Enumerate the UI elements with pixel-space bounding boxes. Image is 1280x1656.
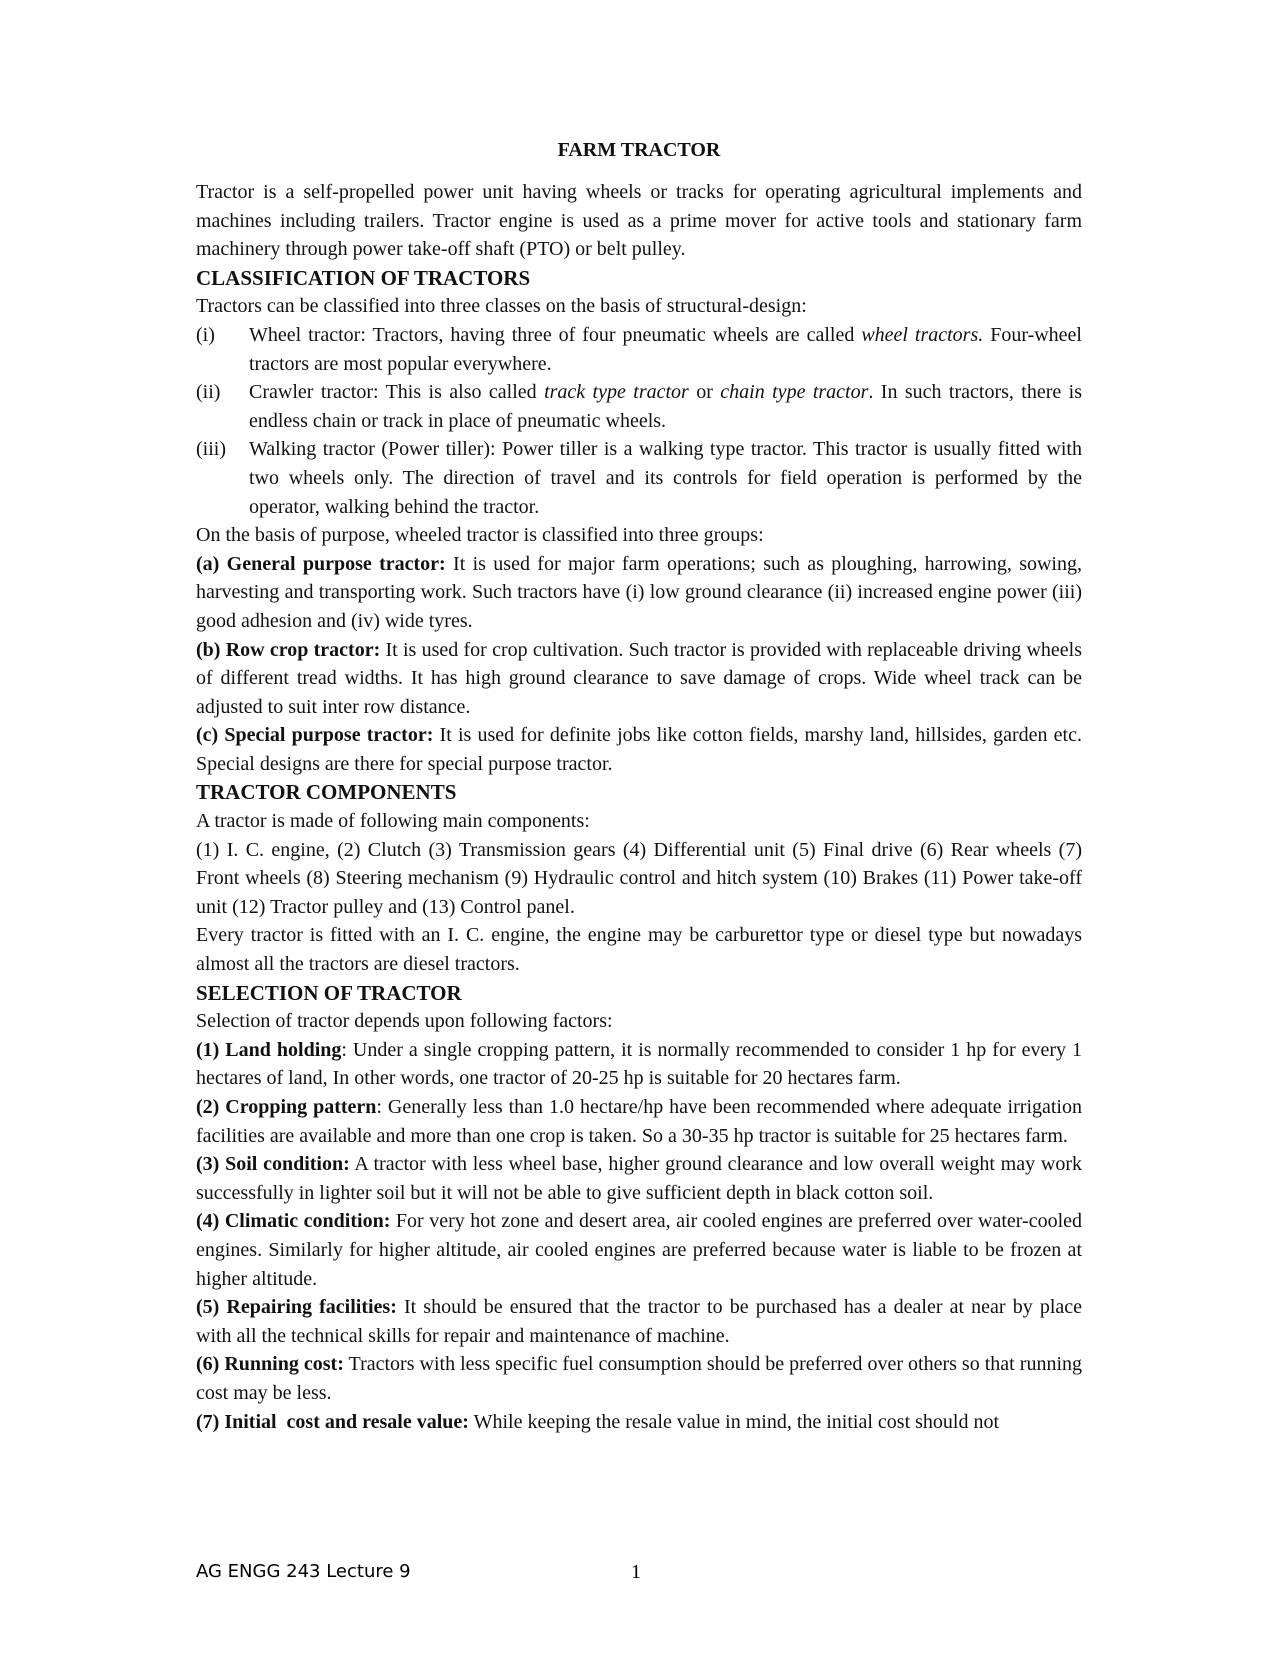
purpose-lead: On the basis of purpose, wheeled tractor is classified into three groups: bbox=[196, 524, 764, 547]
course-label: AG ENGG 243 Lecture 9 bbox=[196, 1561, 411, 1582]
purpose-paragraph-row-crop: (b) Row crop tractor: It is used for crop cultivation. Such tractor is provided with replaceable driving wheels of different tread widths. It has high ground clearance to save damage of crops. Wide wheel track can be adjusted to suit inter row distance. bbox=[196, 638, 1082, 718]
list-item bbox=[196, 435, 1082, 521]
selection-factor-cropping: (2) Cropping pattern: Generally less than 1.0 hectare/hp have been recommended where adequate irrigation facilities are available and more than one crop is taken. So a 30-35 hp tractor is suitable for 25 hectares farm. bbox=[196, 1096, 1082, 1147]
components-note: Every tractor is fitted with an I. C. engine, the engine may be carburettor type or diesel type but nowadays almost all the tractors are diesel tractors. bbox=[196, 924, 1082, 976]
intro-paragraph: Tractor is a self-propelled power unit having wheels or tracks for operating agricultural implements and machines including trailers. Tractor engine is used as a prime mover for active tools and stationary farm machinery through power take-off shaft (PTO) or belt pulley. bbox=[196, 181, 1082, 261]
selection-heading: SELECTION OF TRACTOR bbox=[196, 980, 462, 1005]
page-title: FARM TRACTOR bbox=[557, 139, 721, 161]
purpose-paragraph-special: (c) Special purpose tractor: It is used for definite jobs like cotton fields, marshy land, hillsides, garden etc. Special designs are there for special purpose tractor. bbox=[196, 724, 1082, 775]
selection-factor-climate: (4) Climatic condition: For very hot zone and desert area, air cooled engines are preferred over water-cooled engines. Similarly for higher altitude, air cooled engines are preferred because water is liable to be frozen at higher altitude. bbox=[196, 1210, 1083, 1290]
components-heading: TRACTOR COMPONENTS bbox=[196, 780, 457, 805]
list-item-text: Walking tractor (Power tiller): Power tiller is a walking type tractor. This tractor is usually fitted with two wheels only. The direction of travel and its controls for field operation is performed by the operator, walking behind the tractor. bbox=[249, 438, 1082, 518]
classification-lead: Tractors can be classified into three classes on the basis of structural-design: bbox=[196, 295, 807, 318]
classification-heading: CLASSIFICATION OF TRACTORS bbox=[196, 265, 531, 290]
document-page bbox=[196, 136, 1082, 1436]
list-item bbox=[196, 378, 1082, 435]
page-footer bbox=[196, 1561, 1082, 1591]
page-number: 1 bbox=[631, 1561, 641, 1583]
purpose-paragraph-general: (a) General purpose tractor: It is used for major farm operations; such as ploughing, harrowing, sowing, harvesting and transporting work. Such tractors have (i) low ground clearance (ii) increased engine power (iii) good adhesion and (iv) wide tyres. bbox=[196, 552, 1082, 632]
components-lead: A tractor is made of following main components: bbox=[196, 810, 590, 833]
list-item-text: Crawler tractor: This is also called track type tractor or chain type tractor. In such tractors, there is endless chain or track in place of pneumatic wheels. bbox=[249, 381, 1083, 432]
selection-lead: Selection of tractor depends upon following factors: bbox=[196, 1010, 613, 1033]
list-item-number: (i) bbox=[196, 323, 215, 346]
selection-factor-soil: (3) Soil condition: A tractor with less wheel base, higher ground clearance and low overall weight may work successfully in lighter soil but it will not be able to give sufficient depth in black cotton soil. bbox=[196, 1153, 1082, 1204]
components-list: (1) I. C. engine, (2) Clutch (3) Transmission gears (4) Differential unit (5) Final drive (6) Rear wheels (7) Front wheels (8) Steering mechanism (9) Hydraulic control and hitch system (10) Brakes (11) Power take-off unit (12) Tractor pulley and (13) Control panel. bbox=[196, 838, 1082, 918]
list-item-number: (ii) bbox=[196, 381, 221, 404]
selection-factor-repair: (5) Repairing facilities: It should be ensured that the tractor to be purchased has a dealer at near by place with all the technical skills for repair and maintenance of machine. bbox=[196, 1296, 1083, 1347]
selection-factor-running-cost: (6) Running cost: Tractors with less specific fuel consumption should be preferred over others so that running cost may be less. bbox=[196, 1353, 1082, 1404]
list-item bbox=[196, 321, 1082, 378]
selection-factor-initial-cost: (7) Initial cost and resale value: While keeping the resale value in mind, the initial cost should not bbox=[196, 1410, 1000, 1433]
list-item-text: Wheel tractor: Tractors, having three of four pneumatic wheels are called wheel tractors. Four-wheel tractors are most popular everywhere. bbox=[249, 323, 1082, 375]
list-item-number: (iii) bbox=[196, 438, 226, 461]
selection-factor-land: (1) Land holding: Under a single cropping pattern, it is normally recommended to consider 1 hp for every 1 hectares of land, In other words, one tractor of 20-25 hp is suitable for 20 hectares farm. bbox=[196, 1038, 1083, 1090]
